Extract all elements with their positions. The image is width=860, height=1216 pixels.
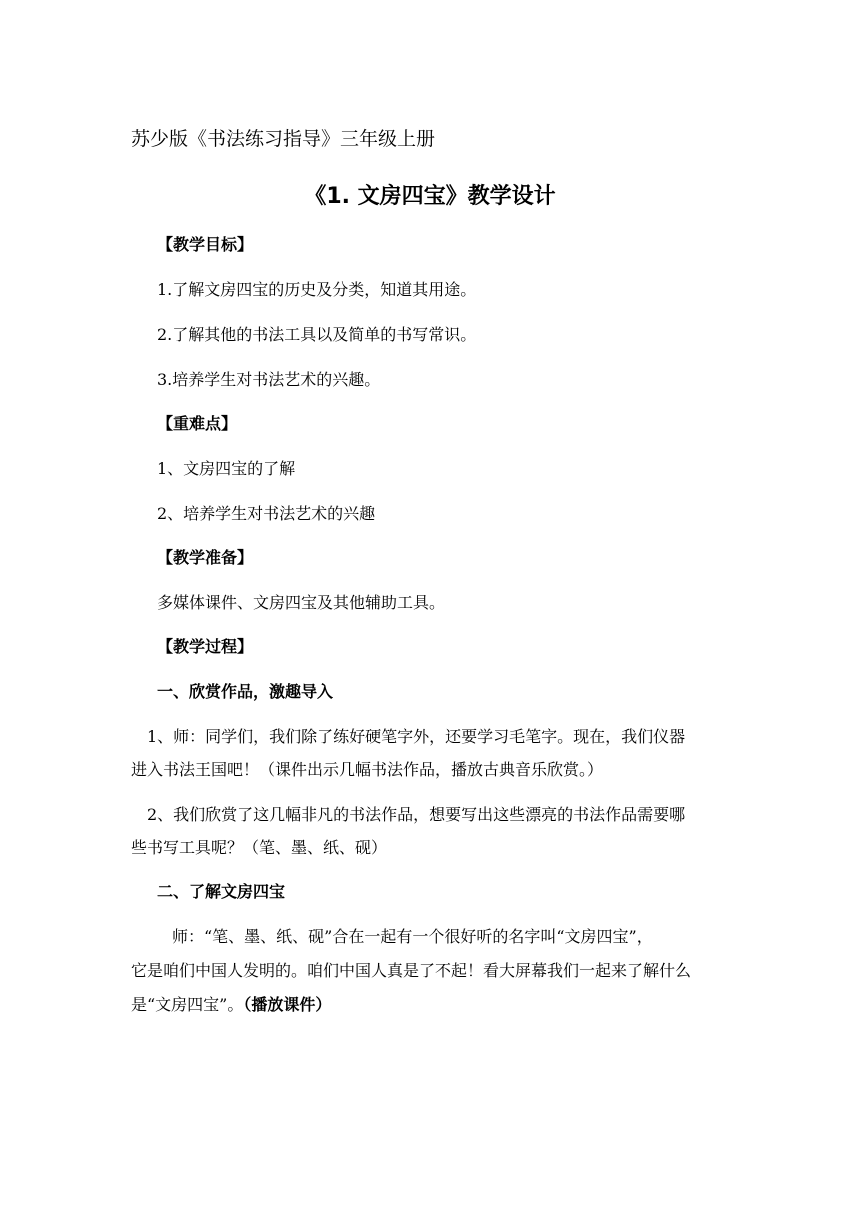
section1-paragraph1-line: 进入书法王国吧！（课件出示几幅书法作品，播放古典音乐欣赏。） — [131, 760, 604, 779]
section2-paragraph-line: 师：“笔、墨、纸、砚”合在一起有一个很好听的名字叫“文房四宝”， — [172, 927, 653, 946]
section2-line3-text: 是“文房四宝”。 — [131, 995, 244, 1014]
key-points-heading: 【重难点】 — [157, 414, 238, 433]
section2-paragraph-line — [131, 995, 331, 1015]
preparation-text: 多媒体课件、文房四宝及其他辅助工具。 — [157, 593, 446, 612]
key-point-item: 1、文房四宝的了解 — [157, 459, 296, 478]
section2-paragraph-line: 它是咱们中国人发明的。咱们中国人真是了不起！看大屏幕我们一起来了解什么 — [131, 961, 692, 980]
process-heading: 【教学过程】 — [157, 637, 254, 656]
section1-paragraph2-line: 2、我们欣赏了这几幅非凡的书法作品，想要写出这些漂亮的书法作品需要哪 — [147, 805, 686, 824]
section2-line3-note: （播放课件） — [243, 995, 332, 1014]
preparation-heading: 【教学准备】 — [157, 548, 254, 567]
objective-item: 3.培养学生对书法艺术的兴趣。 — [157, 370, 381, 389]
objectives-heading: 【教学目标】 — [157, 235, 254, 254]
section1-paragraph1-line: 1、师：同学们，我们除了练好硬笔字外，还要学习毛笔字。现在，我们仪器 — [147, 727, 686, 746]
document-title: 《1. 文房四宝》教学设计 — [304, 184, 556, 209]
objective-item: 1.了解文房四宝的历史及分类，知道其用途。 — [157, 280, 477, 299]
document-subtitle: 苏少版《书法练习指导》三年级上册 — [131, 128, 436, 150]
section1-paragraph2-line: 些书写工具呢？（笔、墨、纸、砚） — [131, 838, 388, 857]
section1-heading: 一、欣赏作品，激趣导入 — [157, 682, 334, 701]
key-point-item: 2、培养学生对书法艺术的兴趣 — [157, 504, 376, 523]
section2-heading: 二、了解文房四宝 — [157, 882, 286, 901]
objective-item: 2.了解其他的书法工具以及简单的书写常识。 — [157, 325, 477, 344]
